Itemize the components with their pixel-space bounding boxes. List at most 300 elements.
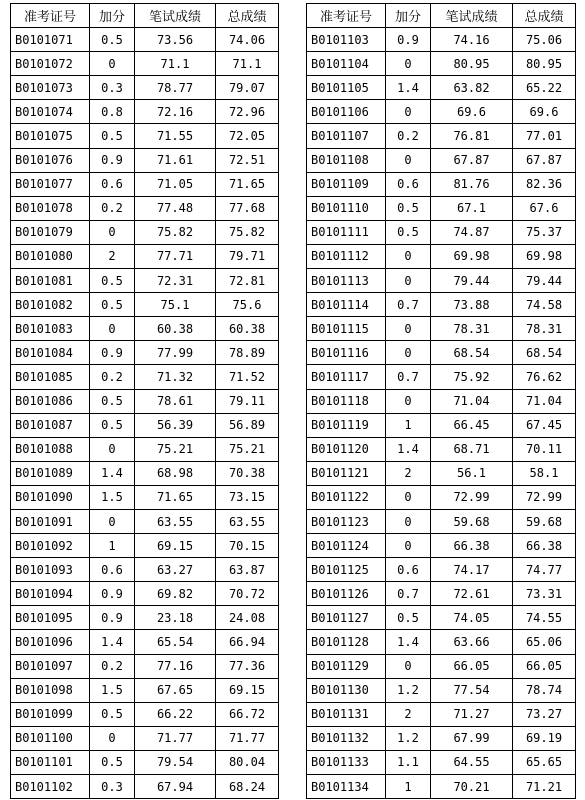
cell-total-score: 58.1 [513, 461, 576, 485]
cell-written-score: 75.82 [135, 220, 216, 244]
cell-bonus: 0 [386, 52, 431, 76]
cell-written-score: 78.61 [135, 389, 216, 413]
cell-exam-id: B0101122 [307, 485, 386, 509]
cell-total-score: 66.05 [513, 654, 576, 678]
cell-exam-id: B0101103 [307, 28, 386, 52]
cell-exam-id: B0101093 [11, 558, 90, 582]
cell-written-score: 73.56 [135, 28, 216, 52]
cell-written-score: 73.88 [431, 293, 513, 317]
cell-exam-id: B0101104 [307, 52, 386, 76]
table-row [11, 244, 279, 268]
cell-bonus: 2 [386, 702, 431, 726]
cell-written-score: 72.99 [431, 485, 513, 509]
cell-bonus: 0.2 [386, 124, 431, 148]
cell-exam-id: B0101112 [307, 244, 386, 268]
cell-total-score: 73.31 [513, 582, 576, 606]
table-row [11, 702, 279, 726]
table-row [307, 52, 576, 76]
cell-total-score: 74.55 [513, 606, 576, 630]
table-header-row [11, 4, 279, 28]
cell-total-score: 79.71 [216, 244, 279, 268]
cell-written-score: 59.68 [431, 509, 513, 533]
cell-written-score: 69.82 [135, 582, 216, 606]
cell-exam-id: B0101117 [307, 365, 386, 389]
cell-total-score: 72.81 [216, 269, 279, 293]
table-row [11, 148, 279, 172]
cell-bonus: 1.4 [386, 630, 431, 654]
cell-bonus: 0 [386, 269, 431, 293]
cell-total-score: 66.38 [513, 534, 576, 558]
cell-bonus: 0.9 [90, 606, 135, 630]
cell-written-score: 77.48 [135, 196, 216, 220]
table-row [11, 413, 279, 437]
cell-total-score: 70.72 [216, 582, 279, 606]
cell-total-score: 75.82 [216, 220, 279, 244]
cell-bonus: 0 [386, 509, 431, 533]
cell-exam-id: B0101134 [307, 775, 386, 799]
table-row [307, 509, 576, 533]
cell-exam-id: B0101083 [11, 317, 90, 341]
cell-total-score: 79.44 [513, 269, 576, 293]
cell-bonus: 2 [386, 461, 431, 485]
cell-exam-id: B0101118 [307, 389, 386, 413]
cell-exam-id: B0101085 [11, 365, 90, 389]
header-written-score: 笔试成绩 [135, 4, 216, 28]
cell-written-score: 81.76 [431, 172, 513, 196]
cell-written-score: 72.31 [135, 269, 216, 293]
table-row [11, 534, 279, 558]
cell-exam-id: B0101115 [307, 317, 386, 341]
table-row [11, 654, 279, 678]
table-row [11, 52, 279, 76]
cell-written-score: 23.18 [135, 606, 216, 630]
cell-written-score: 79.54 [135, 750, 216, 774]
cell-exam-id: B0101105 [307, 76, 386, 100]
cell-total-score: 74.77 [513, 558, 576, 582]
cell-bonus: 1.4 [386, 76, 431, 100]
cell-written-score: 69.6 [431, 100, 513, 124]
cell-bonus: 0.5 [386, 606, 431, 630]
cell-exam-id: B0101109 [307, 172, 386, 196]
cell-exam-id: B0101102 [11, 775, 90, 799]
table-row [307, 124, 576, 148]
table-row [11, 606, 279, 630]
cell-bonus: 0.5 [90, 28, 135, 52]
cell-bonus: 1.4 [90, 630, 135, 654]
cell-bonus: 0 [386, 654, 431, 678]
cell-total-score: 71.77 [216, 726, 279, 750]
cell-exam-id: B0101114 [307, 293, 386, 317]
cell-written-score: 71.27 [431, 702, 513, 726]
table-row [307, 750, 576, 774]
cell-written-score: 77.16 [135, 654, 216, 678]
cell-total-score: 72.05 [216, 124, 279, 148]
cell-bonus: 0.9 [90, 582, 135, 606]
table-row [307, 196, 576, 220]
table-row [11, 775, 279, 799]
cell-bonus: 0.9 [90, 148, 135, 172]
cell-exam-id: B0101072 [11, 52, 90, 76]
cell-written-score: 63.82 [431, 76, 513, 100]
cell-bonus: 0 [386, 317, 431, 341]
table-row [307, 293, 576, 317]
cell-bonus: 0 [90, 52, 135, 76]
table-row [307, 654, 576, 678]
table-row [11, 509, 279, 533]
cell-written-score: 71.61 [135, 148, 216, 172]
table-row [307, 220, 576, 244]
cell-bonus: 0 [90, 317, 135, 341]
cell-written-score: 56.39 [135, 413, 216, 437]
cell-written-score: 68.98 [135, 461, 216, 485]
cell-written-score: 80.95 [431, 52, 513, 76]
cell-bonus: 0.5 [90, 389, 135, 413]
cell-written-score: 74.87 [431, 220, 513, 244]
cell-bonus: 1.4 [90, 461, 135, 485]
cell-exam-id: B0101125 [307, 558, 386, 582]
cell-total-score: 56.89 [216, 413, 279, 437]
table-row [11, 582, 279, 606]
cell-exam-id: B0101124 [307, 534, 386, 558]
cell-total-score: 65.65 [513, 750, 576, 774]
cell-written-score: 67.87 [431, 148, 513, 172]
cell-written-score: 78.31 [431, 317, 513, 341]
table-row [307, 534, 576, 558]
cell-bonus: 1 [386, 413, 431, 437]
cell-total-score: 60.38 [216, 317, 279, 341]
cell-bonus: 1.1 [386, 750, 431, 774]
cell-written-score: 71.05 [135, 172, 216, 196]
cell-bonus: 0 [90, 509, 135, 533]
cell-total-score: 63.55 [216, 509, 279, 533]
cell-bonus: 0.5 [90, 269, 135, 293]
cell-total-score: 73.27 [513, 702, 576, 726]
cell-written-score: 77.99 [135, 341, 216, 365]
cell-written-score: 77.71 [135, 244, 216, 268]
cell-bonus: 0 [386, 244, 431, 268]
cell-written-score: 75.21 [135, 437, 216, 461]
cell-total-score: 74.58 [513, 293, 576, 317]
cell-total-score: 71.52 [216, 365, 279, 389]
table-row [11, 630, 279, 654]
table-row [307, 365, 576, 389]
cell-written-score: 66.45 [431, 413, 513, 437]
table-row [11, 750, 279, 774]
cell-exam-id: B0101100 [11, 726, 90, 750]
cell-total-score: 70.38 [216, 461, 279, 485]
cell-total-score: 73.15 [216, 485, 279, 509]
cell-total-score: 72.51 [216, 148, 279, 172]
cell-exam-id: B0101107 [307, 124, 386, 148]
table-row [307, 606, 576, 630]
cell-exam-id: B0101113 [307, 269, 386, 293]
cell-written-score: 65.54 [135, 630, 216, 654]
cell-bonus: 0.5 [90, 293, 135, 317]
cell-written-score: 69.15 [135, 534, 216, 558]
table-row [307, 389, 576, 413]
cell-exam-id: B0101076 [11, 148, 90, 172]
cell-exam-id: B0101121 [307, 461, 386, 485]
cell-total-score: 67.87 [513, 148, 576, 172]
cell-total-score: 68.54 [513, 341, 576, 365]
cell-total-score: 80.95 [513, 52, 576, 76]
cell-exam-id: B0101129 [307, 654, 386, 678]
header-exam-id: 准考证号 [307, 4, 386, 28]
cell-exam-id: B0101078 [11, 196, 90, 220]
cell-written-score: 72.16 [135, 100, 216, 124]
cell-exam-id: B0101116 [307, 341, 386, 365]
cell-total-score: 72.99 [513, 485, 576, 509]
cell-bonus: 0.2 [90, 654, 135, 678]
cell-total-score: 63.87 [216, 558, 279, 582]
cell-exam-id: B0101073 [11, 76, 90, 100]
cell-bonus: 0.6 [386, 558, 431, 582]
cell-bonus: 0.7 [386, 293, 431, 317]
cell-exam-id: B0101084 [11, 341, 90, 365]
cell-total-score: 75.21 [216, 437, 279, 461]
table-row [307, 775, 576, 799]
cell-total-score: 70.15 [216, 534, 279, 558]
table-row [11, 269, 279, 293]
score-table-left [10, 3, 279, 799]
cell-bonus: 0 [386, 148, 431, 172]
table-row [11, 485, 279, 509]
cell-written-score: 67.1 [431, 196, 513, 220]
table-row [307, 244, 576, 268]
cell-written-score: 75.92 [431, 365, 513, 389]
table-row [11, 678, 279, 702]
table-row [307, 148, 576, 172]
cell-written-score: 66.22 [135, 702, 216, 726]
table-row [11, 726, 279, 750]
table-row [11, 317, 279, 341]
cell-bonus: 1.2 [386, 678, 431, 702]
cell-total-score: 69.98 [513, 244, 576, 268]
header-bonus: 加分 [90, 4, 135, 28]
cell-exam-id: B0101130 [307, 678, 386, 702]
cell-bonus: 0 [386, 100, 431, 124]
table-row [307, 172, 576, 196]
table-row [11, 558, 279, 582]
cell-bonus: 0.5 [386, 220, 431, 244]
cell-written-score: 71.1 [135, 52, 216, 76]
score-table-right [306, 3, 576, 799]
cell-written-score: 74.05 [431, 606, 513, 630]
table-row [307, 317, 576, 341]
cell-bonus: 0.6 [90, 558, 135, 582]
cell-bonus: 1.5 [90, 485, 135, 509]
cell-exam-id: B0101123 [307, 509, 386, 533]
cell-bonus: 2 [90, 244, 135, 268]
cell-total-score: 71.04 [513, 389, 576, 413]
cell-bonus: 0.5 [90, 124, 135, 148]
cell-exam-id: B0101132 [307, 726, 386, 750]
cell-exam-id: B0101090 [11, 485, 90, 509]
cell-bonus: 1.4 [386, 437, 431, 461]
table-row [11, 196, 279, 220]
cell-written-score: 71.65 [135, 485, 216, 509]
header-total-score: 总成绩 [513, 4, 576, 28]
cell-exam-id: B0101079 [11, 220, 90, 244]
table-row [11, 293, 279, 317]
cell-total-score: 65.22 [513, 76, 576, 100]
cell-bonus: 1 [386, 775, 431, 799]
cell-written-score: 70.21 [431, 775, 513, 799]
table-row [307, 702, 576, 726]
table-row [11, 220, 279, 244]
table-row [11, 461, 279, 485]
cell-exam-id: B0101088 [11, 437, 90, 461]
table-row [11, 76, 279, 100]
table-row [11, 389, 279, 413]
cell-written-score: 74.17 [431, 558, 513, 582]
cell-total-score: 75.6 [216, 293, 279, 317]
cell-bonus: 0.5 [90, 750, 135, 774]
cell-total-score: 71.1 [216, 52, 279, 76]
table-row [307, 461, 576, 485]
cell-total-score: 80.04 [216, 750, 279, 774]
cell-exam-id: B0101128 [307, 630, 386, 654]
table-row [307, 100, 576, 124]
cell-written-score: 77.54 [431, 678, 513, 702]
cell-written-score: 66.38 [431, 534, 513, 558]
cell-written-score: 60.38 [135, 317, 216, 341]
cell-exam-id: B0101081 [11, 269, 90, 293]
cell-total-score: 65.06 [513, 630, 576, 654]
table-row [307, 437, 576, 461]
cell-total-score: 82.36 [513, 172, 576, 196]
cell-total-score: 75.37 [513, 220, 576, 244]
table-row [307, 630, 576, 654]
table-row [11, 100, 279, 124]
cell-bonus: 0 [386, 389, 431, 413]
header-bonus: 加分 [386, 4, 431, 28]
cell-bonus: 0.7 [386, 582, 431, 606]
cell-total-score: 69.6 [513, 100, 576, 124]
cell-total-score: 79.07 [216, 76, 279, 100]
cell-exam-id: B0101101 [11, 750, 90, 774]
table-row [11, 28, 279, 52]
cell-bonus: 0.5 [386, 196, 431, 220]
cell-written-score: 69.98 [431, 244, 513, 268]
cell-total-score: 78.74 [513, 678, 576, 702]
cell-bonus: 0 [90, 726, 135, 750]
cell-bonus: 0.3 [90, 775, 135, 799]
cell-total-score: 71.21 [513, 775, 576, 799]
cell-exam-id: B0101080 [11, 244, 90, 268]
cell-total-score: 77.68 [216, 196, 279, 220]
header-written-score: 笔试成绩 [431, 4, 513, 28]
cell-bonus: 0.2 [90, 196, 135, 220]
cell-exam-id: B0101074 [11, 100, 90, 124]
cell-written-score: 75.1 [135, 293, 216, 317]
cell-total-score: 68.24 [216, 775, 279, 799]
cell-exam-id: B0101097 [11, 654, 90, 678]
cell-written-score: 71.55 [135, 124, 216, 148]
cell-written-score: 79.44 [431, 269, 513, 293]
cell-bonus: 1.5 [90, 678, 135, 702]
cell-written-score: 78.77 [135, 76, 216, 100]
cell-exam-id: B0101086 [11, 389, 90, 413]
cell-bonus: 0.6 [386, 172, 431, 196]
cell-total-score: 69.19 [513, 726, 576, 750]
cell-written-score: 63.55 [135, 509, 216, 533]
cell-total-score: 79.11 [216, 389, 279, 413]
header-total-score: 总成绩 [216, 4, 279, 28]
cell-exam-id: B0101094 [11, 582, 90, 606]
cell-exam-id: B0101096 [11, 630, 90, 654]
cell-written-score: 76.81 [431, 124, 513, 148]
table-row [307, 558, 576, 582]
cell-exam-id: B0101126 [307, 582, 386, 606]
cell-written-score: 68.71 [431, 437, 513, 461]
cell-exam-id: B0101131 [307, 702, 386, 726]
table-row [307, 678, 576, 702]
cell-total-score: 76.62 [513, 365, 576, 389]
table-row [307, 726, 576, 750]
cell-bonus: 0.5 [90, 413, 135, 437]
cell-exam-id: B0101119 [307, 413, 386, 437]
cell-exam-id: B0101127 [307, 606, 386, 630]
cell-written-score: 71.77 [135, 726, 216, 750]
cell-exam-id: B0101099 [11, 702, 90, 726]
cell-total-score: 24.08 [216, 606, 279, 630]
cell-bonus: 0.5 [90, 702, 135, 726]
cell-written-score: 67.99 [431, 726, 513, 750]
cell-bonus: 0.7 [386, 365, 431, 389]
cell-written-score: 67.65 [135, 678, 216, 702]
table-row [307, 269, 576, 293]
cell-total-score: 77.01 [513, 124, 576, 148]
cell-total-score: 71.65 [216, 172, 279, 196]
cell-exam-id: B0101133 [307, 750, 386, 774]
cell-total-score: 67.6 [513, 196, 576, 220]
cell-total-score: 75.06 [513, 28, 576, 52]
cell-written-score: 66.05 [431, 654, 513, 678]
cell-exam-id: B0101092 [11, 534, 90, 558]
cell-bonus: 0.3 [90, 76, 135, 100]
cell-total-score: 70.11 [513, 437, 576, 461]
cell-total-score: 78.89 [216, 341, 279, 365]
cell-total-score: 78.31 [513, 317, 576, 341]
cell-written-score: 56.1 [431, 461, 513, 485]
table-header-row [307, 4, 576, 28]
cell-bonus: 0.6 [90, 172, 135, 196]
table-row [11, 172, 279, 196]
cell-exam-id: B0101091 [11, 509, 90, 533]
cell-written-score: 71.32 [135, 365, 216, 389]
cell-bonus: 0.9 [386, 28, 431, 52]
cell-written-score: 64.55 [431, 750, 513, 774]
cell-written-score: 72.61 [431, 582, 513, 606]
table-row [11, 365, 279, 389]
cell-exam-id: B0101077 [11, 172, 90, 196]
cell-total-score: 59.68 [513, 509, 576, 533]
table-row [307, 485, 576, 509]
cell-written-score: 71.04 [431, 389, 513, 413]
cell-exam-id: B0101071 [11, 28, 90, 52]
cell-bonus: 0 [386, 534, 431, 558]
cell-total-score: 77.36 [216, 654, 279, 678]
cell-exam-id: B0101087 [11, 413, 90, 437]
cell-exam-id: B0101095 [11, 606, 90, 630]
cell-written-score: 68.54 [431, 341, 513, 365]
cell-exam-id: B0101111 [307, 220, 386, 244]
cell-written-score: 74.16 [431, 28, 513, 52]
cell-written-score: 63.66 [431, 630, 513, 654]
cell-exam-id: B0101089 [11, 461, 90, 485]
cell-bonus: 0.8 [90, 100, 135, 124]
